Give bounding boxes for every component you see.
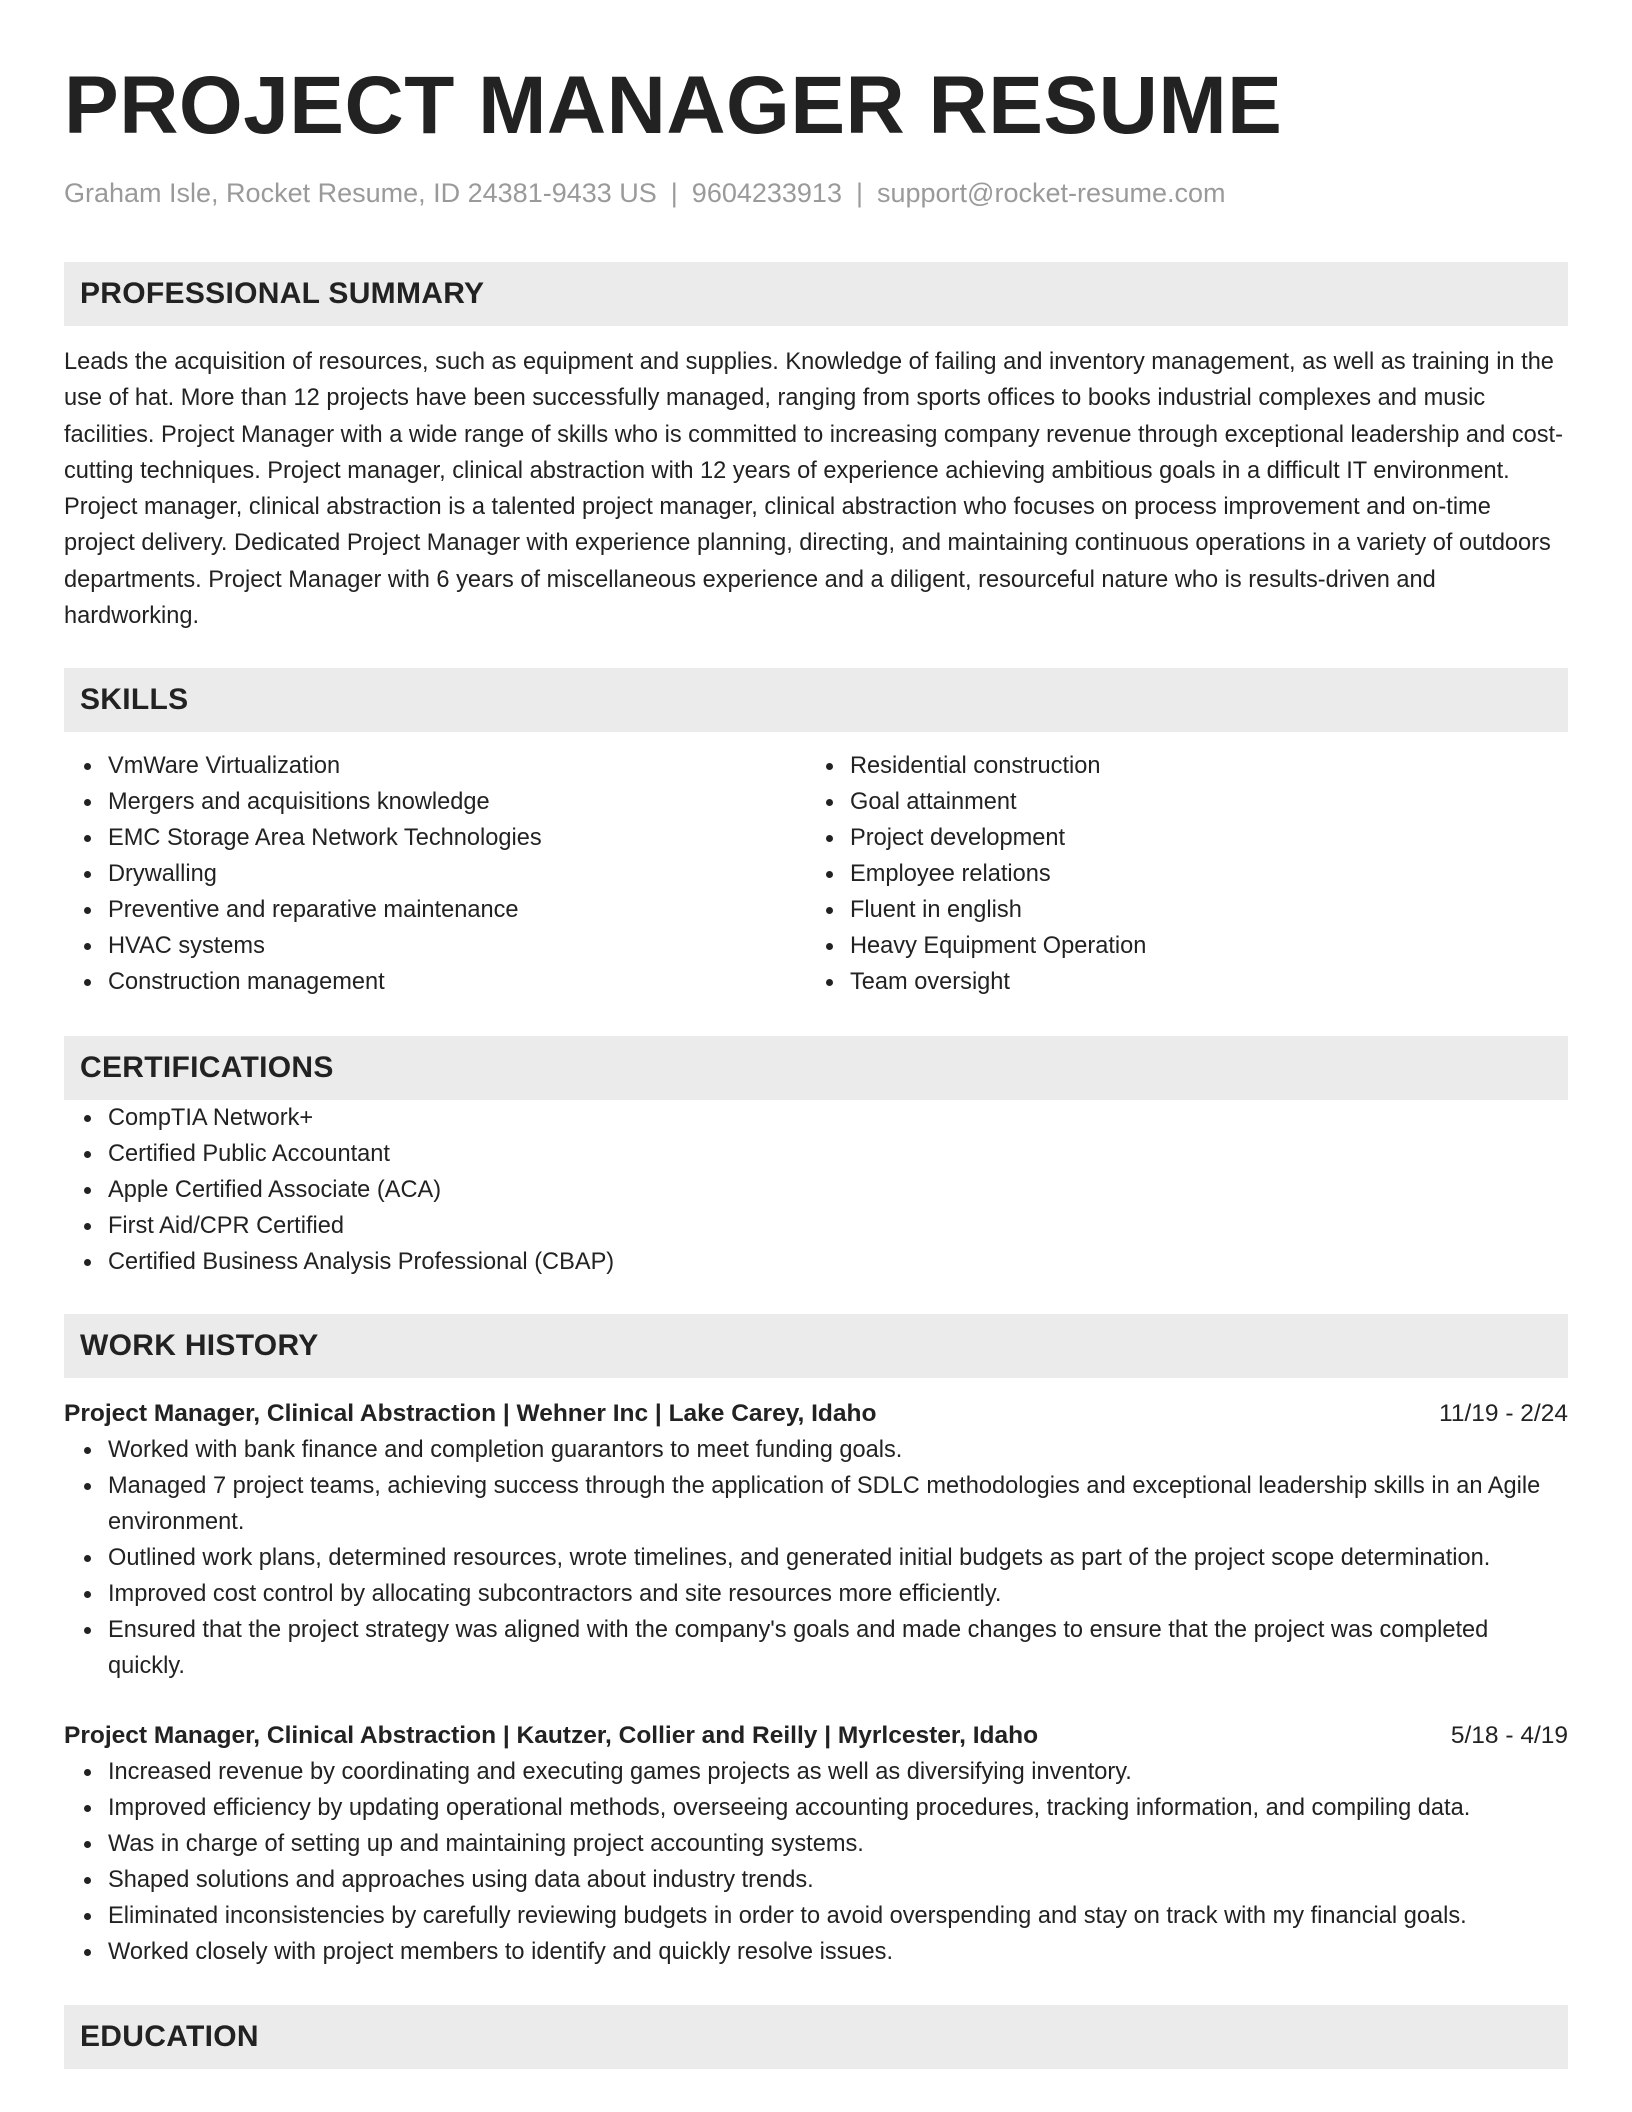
contact-separator: | — [855, 178, 863, 208]
job-title: Project Manager, Clinical Abstraction | Wehner Inc | Lake Carey, Idaho — [64, 1400, 877, 1428]
skill-item: EMC Storage Area Network Technologies — [64, 820, 806, 856]
job-bullet: Improved cost control by allocating subcontractors and site resources more efficiently. — [64, 1576, 1568, 1612]
contact-line — [64, 176, 1568, 210]
contact-phone: 9604233913 — [691, 178, 842, 208]
section-header-education: EDUCATION — [64, 2005, 1568, 2069]
certifications-list — [64, 1100, 1568, 1280]
section-header-certifications: CERTIFICATIONS — [64, 1036, 1568, 1100]
job-dates: 11/19 - 2/24 — [1439, 1400, 1568, 1428]
skill-item: Goal attainment — [806, 784, 1548, 820]
skill-item: VmWare Virtualization — [64, 748, 806, 784]
skills-column-right — [806, 748, 1548, 1000]
section-header-skills: SKILLS — [64, 668, 1568, 732]
job-bullet: Increased revenue by coordinating and executing games projects as well as diversifying inventory. — [64, 1754, 1568, 1790]
skill-item: Residential construction — [806, 748, 1548, 784]
contact-address: Graham Isle, Rocket Resume, ID 24381-9433 US — [64, 178, 657, 208]
job-bullet: Ensured that the project strategy was aligned with the company's goals and made changes to ensure that the project was completed quickly. — [64, 1612, 1568, 1684]
skill-item: Fluent in english — [806, 892, 1548, 928]
job-bullet: Managed 7 project teams, achieving success through the application of SDLC methodologies and exceptional leadership skills in an Agile environment. — [64, 1468, 1568, 1540]
job-bullet: Worked closely with project members to identify and quickly resolve issues. — [64, 1934, 1568, 1970]
skills-grid — [64, 748, 1568, 1000]
certification-item: Apple Certified Associate (ACA) — [64, 1172, 1568, 1208]
certification-item: Certified Business Analysis Professional (CBAP) — [64, 1244, 1568, 1280]
resume-title: PROJECT MANAGER RESUME — [64, 60, 1283, 151]
skill-item: Mergers and acquisitions knowledge — [64, 784, 806, 820]
certification-item: Certified Public Accountant — [64, 1136, 1568, 1172]
section-header-summary: PROFESSIONAL SUMMARY — [64, 262, 1568, 326]
skill-item: Preventive and reparative maintenance — [64, 892, 806, 928]
job-dates: 5/18 - 4/19 — [1450, 1722, 1568, 1750]
job-entry — [64, 1396, 1568, 1684]
job-bullets — [64, 1754, 1568, 1970]
job-bullet: Outlined work plans, determined resources, wrote timelines, and generated initial budgets as part of the project scope determination. — [64, 1540, 1568, 1576]
job-bullet: Eliminated inconsistencies by carefully reviewing budgets in order to avoid overspending and stay on track with my financial goals. — [64, 1898, 1568, 1934]
skill-item: Employee relations — [806, 856, 1548, 892]
job-entry — [64, 1718, 1568, 1970]
job-title: Project Manager, Clinical Abstraction | Kautzer, Collier and Reilly | Myrlcester, Idaho — [64, 1722, 1039, 1750]
skill-item: Team oversight — [806, 964, 1548, 1000]
job-bullet: Worked with bank finance and completion guarantors to meet funding goals. — [64, 1432, 1568, 1468]
certification-item: First Aid/CPR Certified — [64, 1208, 1568, 1244]
job-bullet: Improved efficiency by updating operational methods, overseeing accounting procedures, tracking information, and compiling data. — [64, 1790, 1568, 1826]
skill-item: Construction management — [64, 964, 806, 1000]
job-bullets — [64, 1432, 1568, 1684]
contact-separator: | — [670, 178, 678, 208]
skill-item: Drywalling — [64, 856, 806, 892]
job-bullet: Shaped solutions and approaches using data about industry trends. — [64, 1862, 1568, 1898]
job-header — [64, 1718, 1568, 1754]
section-header-work-history: WORK HISTORY — [64, 1314, 1568, 1378]
skill-item: HVAC systems — [64, 928, 806, 964]
skill-item: Heavy Equipment Operation — [806, 928, 1548, 964]
job-header — [64, 1396, 1568, 1432]
job-bullet: Was in charge of setting up and maintaining project accounting systems. — [64, 1826, 1568, 1862]
skill-item: Project development — [806, 820, 1548, 856]
skills-column-left — [64, 748, 806, 1000]
certification-item: CompTIA Network+ — [64, 1100, 1568, 1136]
contact-email: support@rocket-resume.com — [876, 178, 1226, 208]
summary-paragraph: Leads the acquisition of resources, such as equipment and supplies. Knowledge of failing and inventory management, as well as training in the use of hat. More than 12 projects have been successfully managed, ranging from sports offices to books industrial complexes and music facilities. Project Manager with a wide range of skills who is committed to increasing company revenue through exceptional leadership and cost-cutting techniques. Project manager, clinical abstraction with 12 years of experience achieving ambitious goals in a difficult IT environment. Project manager, clinical abstraction is a talented project manager, clinical abstraction who focuses on process improvement and on-time project delivery. Dedicated Project Manager with experience planning, directing, and maintaining continuous operations in a variety of outdoors departments. Project Manager with 6 years of miscellaneous experience and a diligent, resourceful nature who is results-driven and hardworking. — [64, 349, 1563, 630]
